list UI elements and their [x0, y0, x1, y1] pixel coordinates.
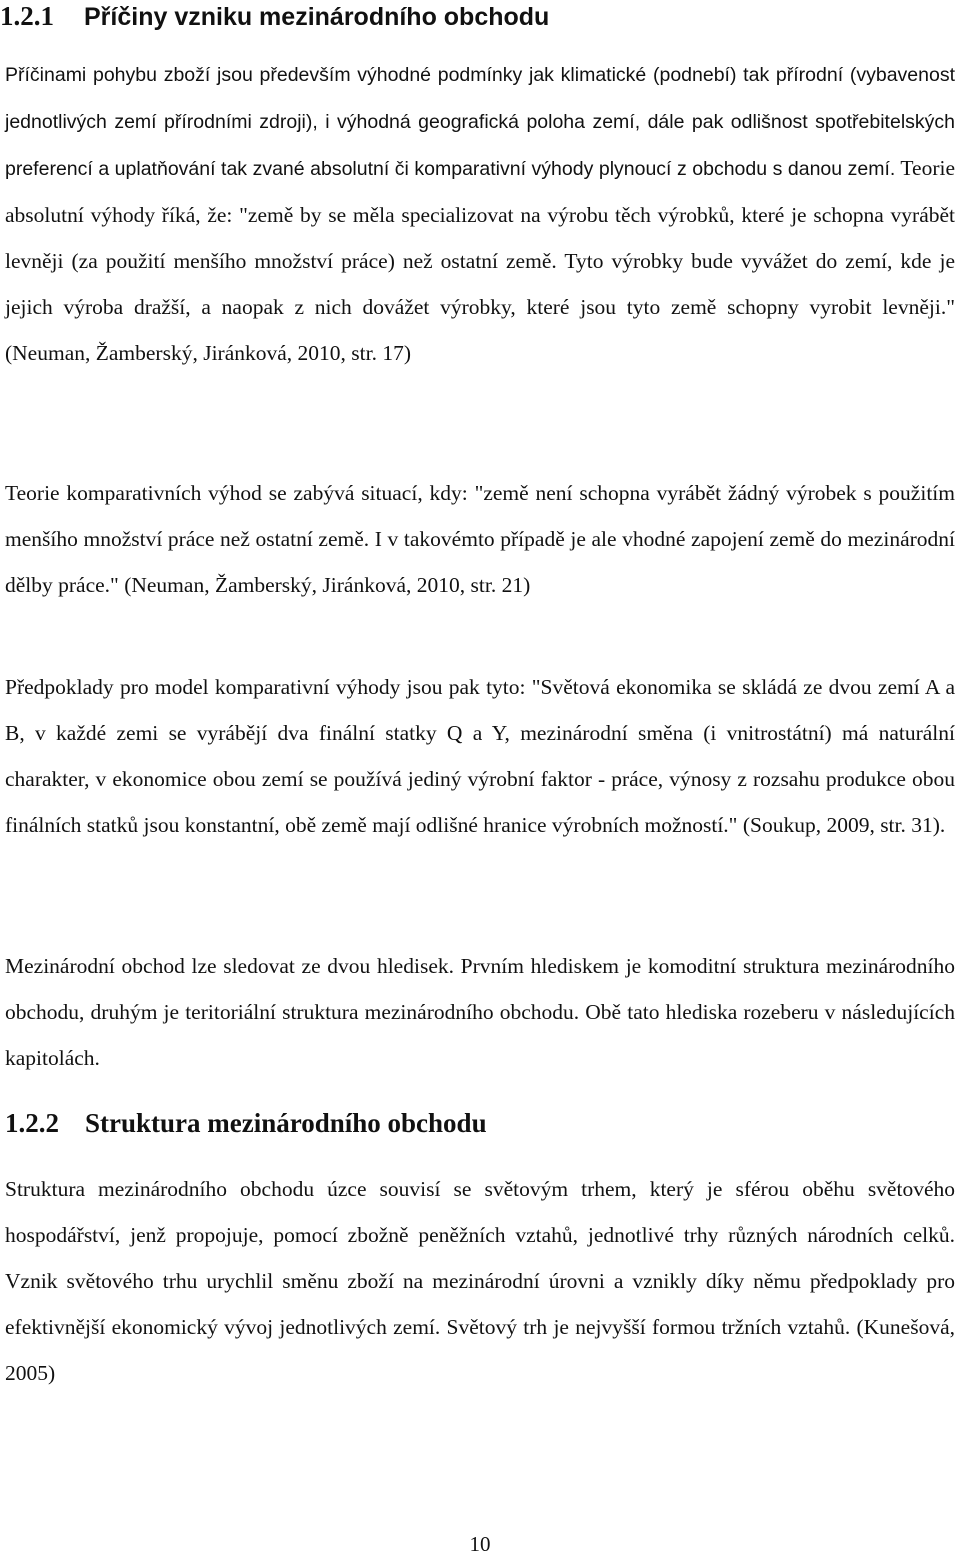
section-title: Struktura mezinárodního obchodu [85, 1108, 487, 1138]
section-heading-1-2-1 [0, 1, 550, 32]
paragraph-text: Teorie absolutní výhody říká, že: "země by se měla specializovat na výrobu těch výrobků, které je schopna vyrábět levněji (za použití menšího množství práce) než ostatní země. [5, 156, 956, 273]
paragraph-model-assumptions [5, 664, 955, 848]
page-number: 10 [469, 1532, 491, 1556]
paragraph-text: Struktura mezinárodního obchodu úzce souvisí se světovým trhem, který je sférou oběhu světového hospodářství, jenž propojuje, pomocí zbožně peněžních vztahů, jednotlivé trhy různých národních celků. [5, 1177, 955, 1247]
paragraph-text: Příčinami pohybu zboží jsou především výhodné podmínky jak klimatické (podnebí) tak přírodní (vybavenost jednotlivých zemí přírodními zdroji), i výhodná geografická poloha zemí, dále pak odlišnost spotřebitelských preferencí a uplatňování tak zvané absolutní či komparativní výhody plynoucí z obchodu s danou zemí. [5, 64, 955, 180]
paragraph-comparative-advantage [5, 470, 955, 608]
paragraph-text: Předpoklady pro model komparativní výhody jsou pak tyto: "Světová ekonomika se skládá ze dvou zemí A a B, v každé zemi se vyrábějí dva finální statky Q a Y, mezinárodní směna (i vnitrostátní) má naturální charakter, v ekonomice obou zemí se používá jediný výrobní faktor - práce, výnosy z rozsahu produkce obou finálních statků jsou konstantní, obě země mají odlišné hranice výrobních možností." (Soukup, 2009, str. 31). [5, 675, 955, 837]
paragraph-text: Prvním hlediskem je komoditní struktura mezinárodního obchodu, druhým je teritoriální struktura mezinárodního obchodu. [5, 954, 956, 1024]
section-number: 1.2.2 [5, 1108, 59, 1138]
section-title: Příčiny vzniku mezinárodního obchodu [84, 3, 550, 31]
section-number: 1.2.1 [0, 1, 54, 31]
paragraph-causes [5, 51, 955, 376]
paragraph-structure [5, 1166, 955, 1396]
paragraph-text: Teorie komparativních výhod se zabývá situací, kdy: "země není schopna vyrábět žádný výrobek s použitím menšího množství práce než ostatní země. [5, 481, 955, 551]
paragraph-text: Mezinárodní obchod lze sledovat ze dvou hledisek. [5, 954, 454, 978]
paragraph-text: Obě tato hlediska rozeberu v následujících kapitolách. [5, 1000, 955, 1070]
paragraph-text: Tyto výrobky bude vyvážet do zemí, kde je jejich výroba dražší, a naopak z nich dovážet výrobky, které jsou tyto země schopny vyrobit levněji." (Neuman, Žamberský, Jiránková, 2010, str. 17) [5, 249, 955, 365]
paragraph-text: Vznik světového trhu urychlil směnu zboží na mezinárodní úrovni a vznikly díky němu předpoklady pro efektivnější ekonomický vývoj jednotlivých zemí. Světový trh je nejvyšší formou tržních vztahů. (Kunešová, 2005) [5, 1269, 955, 1385]
paragraph-perspectives [5, 943, 955, 1081]
section-heading-1-2-2 [5, 1108, 487, 1138]
paragraph-text: I v takovémto případě je ale vhodné zapojení země do mezinárodní dělby práce." (Neuman, Žamberský, Jiránková, 2010, str. 21) [5, 527, 956, 597]
